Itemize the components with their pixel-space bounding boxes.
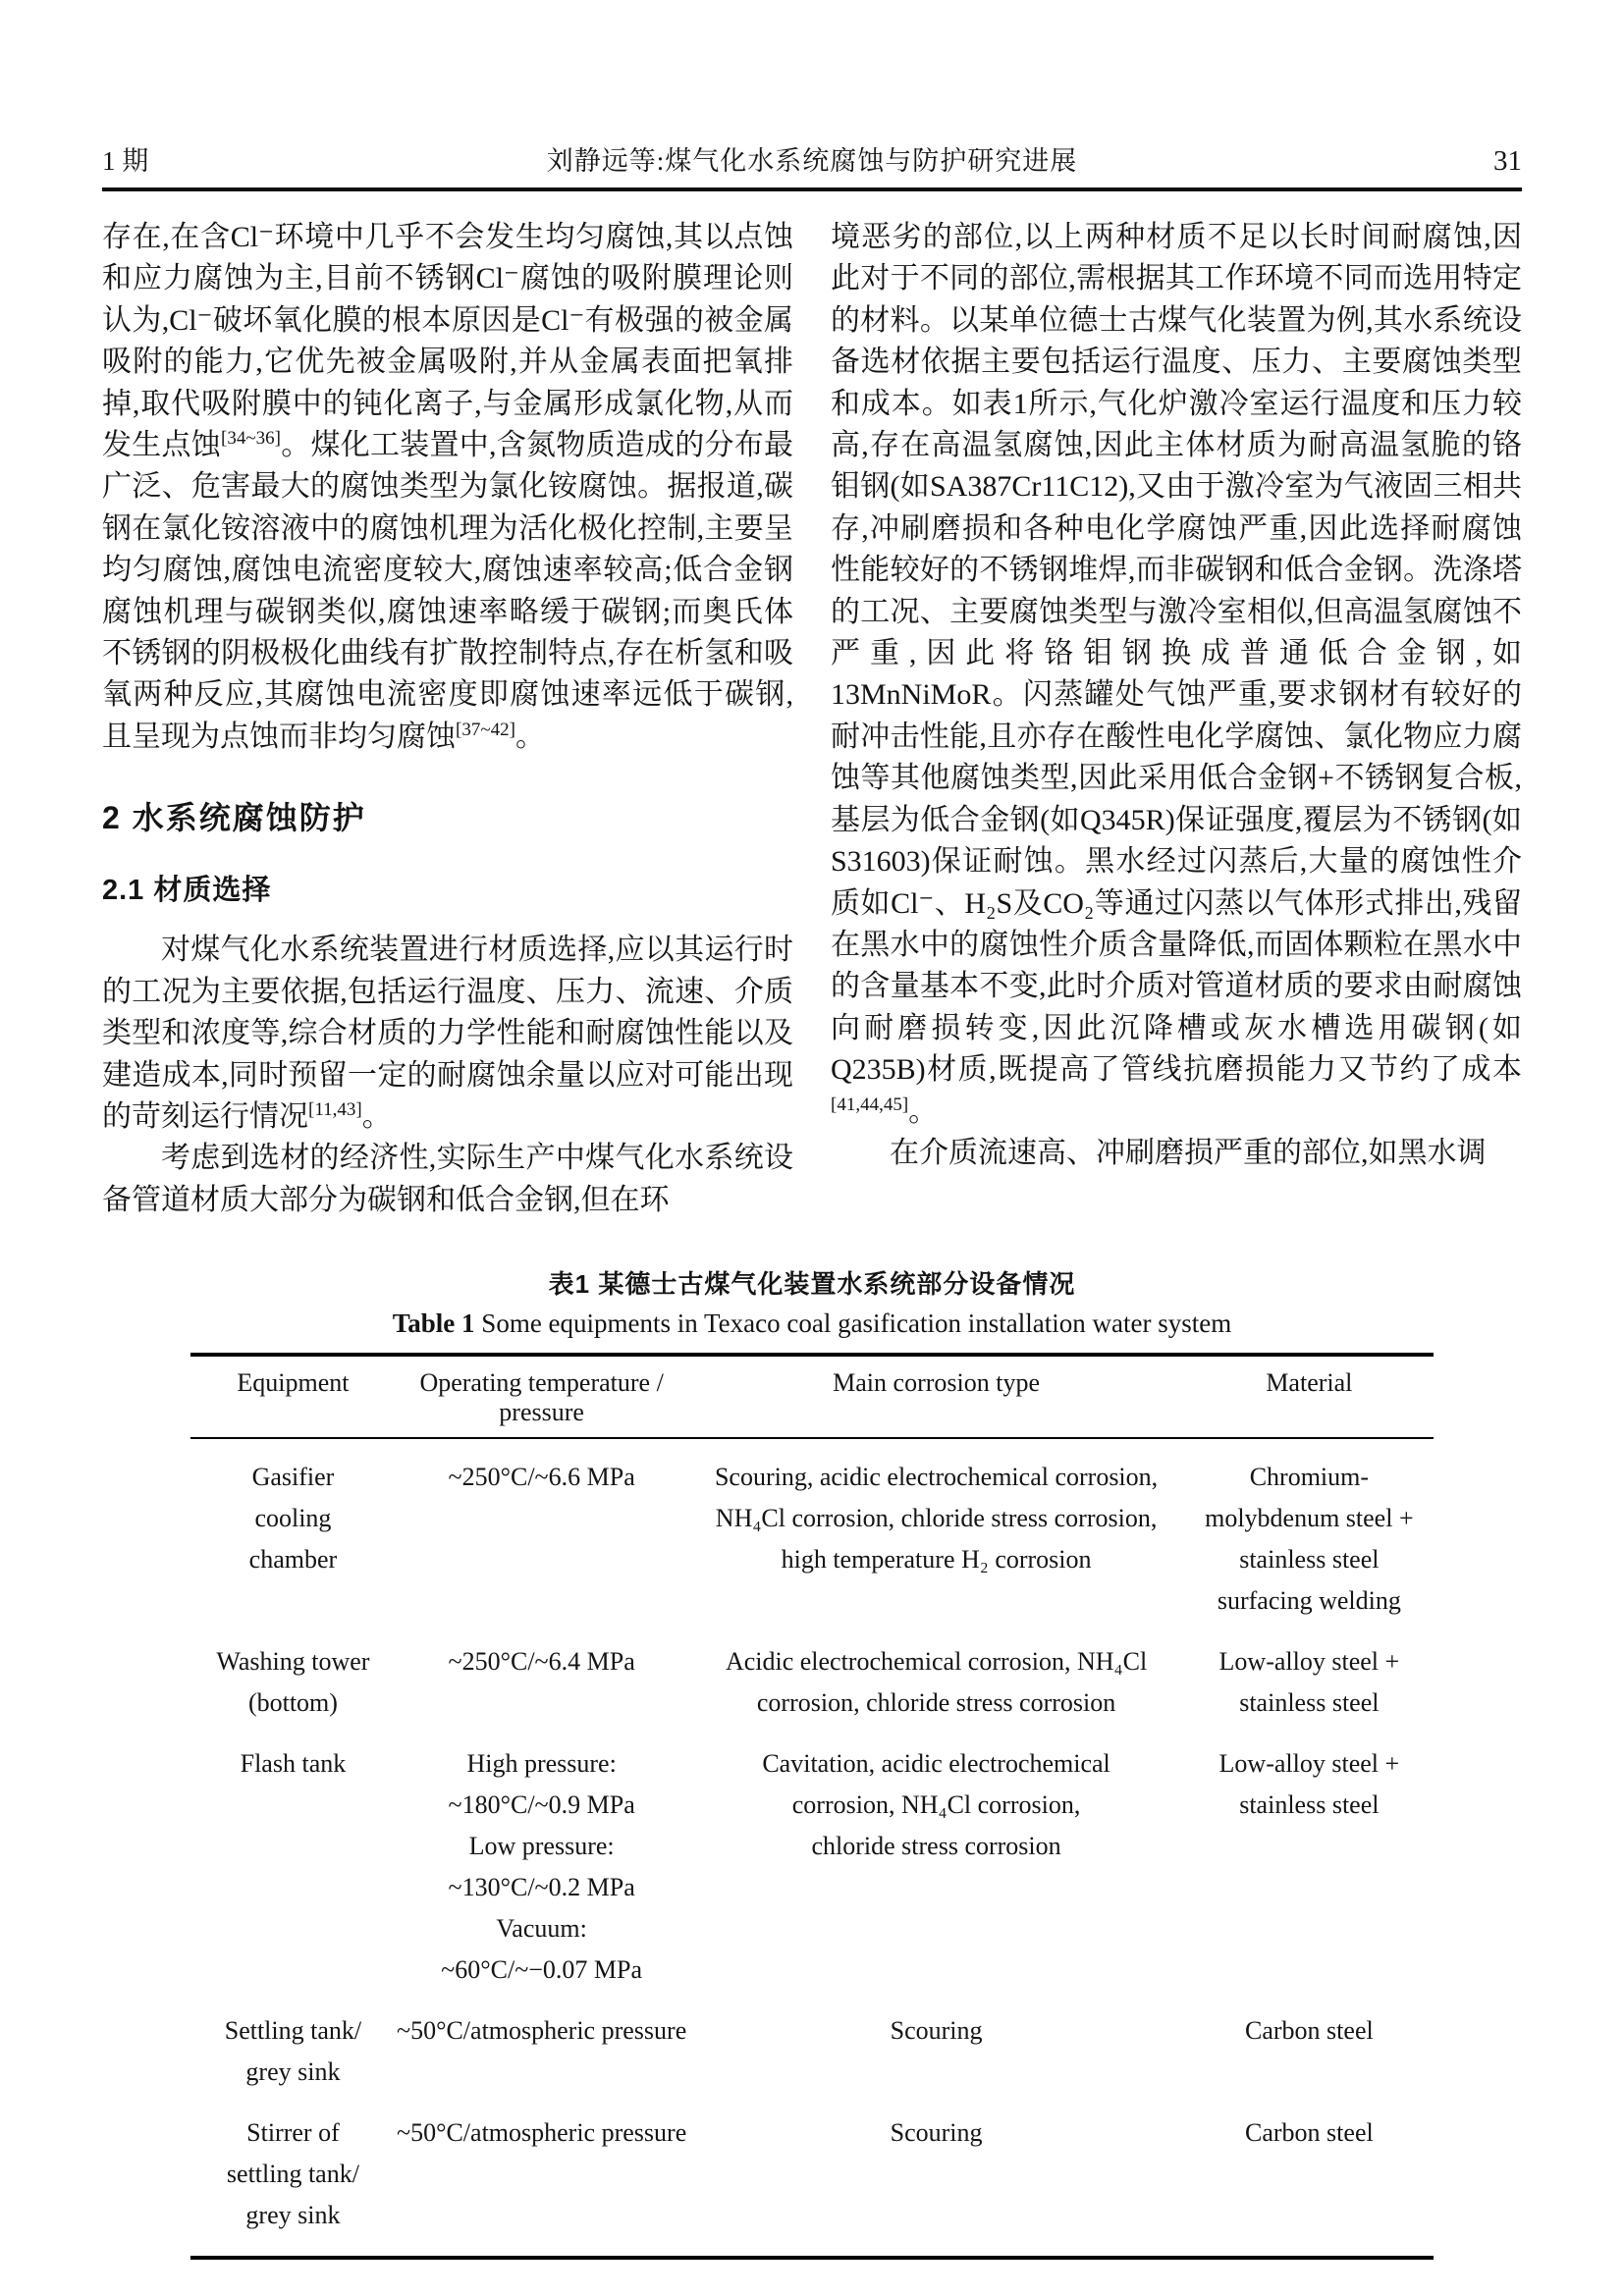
table-cell-line: NH₄Cl corrosion, chloride stress corrosion, bbox=[715, 1504, 1158, 1533]
table-cell-line: corrosion, chloride stress corrosion bbox=[756, 1688, 1116, 1718]
table-cell-line: (bottom) bbox=[247, 1688, 338, 1718]
table-cell-temp bbox=[396, 2112, 688, 2236]
table-cell-corrosion bbox=[687, 2010, 1184, 2093]
body-paragraph bbox=[831, 1133, 1522, 1174]
right-column bbox=[831, 217, 1522, 1221]
body-paragraph bbox=[831, 217, 1522, 1133]
table-row bbox=[190, 1743, 1434, 1991]
table-cell-line: ~50°C/atmospheric pressure bbox=[397, 2016, 687, 2046]
table-cell-material bbox=[1185, 1457, 1434, 1622]
table-header-row bbox=[190, 1357, 1434, 1439]
table-cell-temp bbox=[396, 1457, 688, 1622]
table-cell-corrosion bbox=[687, 1457, 1184, 1622]
table-cell-line: Carbon steel bbox=[1245, 2016, 1374, 2046]
text-segment: 。 bbox=[908, 1095, 939, 1128]
table-cell-line: ~60°C/~−0.07 MPa bbox=[441, 1955, 643, 1985]
table-cell-line: Acidic electrochemical corrosion, NH₄Cl bbox=[725, 1647, 1148, 1677]
table-cell-corrosion bbox=[687, 2112, 1184, 2236]
table-cell-line: Vacuum: bbox=[496, 1914, 587, 1944]
table-cell-corrosion bbox=[687, 1641, 1184, 1724]
table-row bbox=[190, 1641, 1434, 1724]
table-cell-temp bbox=[396, 1743, 688, 1991]
data-table bbox=[190, 1353, 1434, 2260]
text-segment: 对煤气化水系统装置进行材质选择,应以其运行时的工况为主要依据,包括运行温度、压力、流速、介质类型和浓度等,综合材质的力学性能和耐腐蚀性能以及建造成本,同时预留一定的耐腐蚀余量以应对可能出现的苛刻运行情况 bbox=[102, 934, 793, 1133]
table-cell-temp bbox=[396, 1641, 688, 1724]
table-cell-line: Low-alloy steel + bbox=[1218, 1647, 1400, 1677]
reference-superscript: [34~36] bbox=[221, 428, 281, 450]
table-cell-material bbox=[1185, 1641, 1434, 1724]
table-cell-line: ~180°C/~0.9 MPa bbox=[448, 1790, 635, 1820]
table-cell-line: grey sink bbox=[245, 2201, 341, 2230]
running-header bbox=[102, 139, 1522, 178]
subsection-heading: 2.1 材质选择 bbox=[102, 875, 272, 907]
table-cell-equipment bbox=[190, 1641, 396, 1724]
table-cell-line: ~50°C/atmospheric pressure bbox=[397, 2118, 687, 2148]
text-segment: 考虑到选材的经济性,实际生产中煤气化水系统设备管道材质大部分为碳钢和低合金钢,但在环 bbox=[102, 1142, 793, 1216]
two-column-body bbox=[102, 217, 1522, 1221]
table-cell-equipment bbox=[190, 2010, 396, 2093]
table-cell-line: Flash tank bbox=[240, 1749, 347, 1779]
table-cell-material bbox=[1185, 2112, 1434, 2236]
issue-label: 1 期 bbox=[102, 146, 149, 176]
table-cell-line: High pressure: bbox=[466, 1749, 617, 1779]
column-header-corrosion-type: Main corrosion type bbox=[833, 1368, 1040, 1398]
table-cell-line: Low pressure: bbox=[468, 1832, 615, 1861]
section-heading: 2 水系统腐蚀防护 bbox=[102, 800, 366, 836]
body-paragraph bbox=[102, 217, 793, 758]
reference-superscript: [41,44,45] bbox=[831, 1094, 909, 1115]
table-row bbox=[190, 1457, 1434, 1622]
left-column bbox=[102, 217, 793, 1221]
table-body bbox=[190, 1439, 1434, 2236]
table-cell-material bbox=[1185, 1743, 1434, 1991]
table-cell-corrosion bbox=[687, 1743, 1184, 1991]
text-segment: 存在,在含Cl⁻环境中几乎不会发生均匀腐蚀,其以点蚀和应力腐蚀为主,目前不锈钢Cl⁻腐蚀的吸附膜理论则认为,Cl⁻破坏氧化膜的根本原因是Cl⁻有极强的被金属吸附的能力,它优先被金属吸附,并从金属表面把氧排掉,取代吸附膜中的钝化离子,与金属形成氯化物,从而发生点蚀 bbox=[102, 221, 793, 462]
header-rule bbox=[102, 187, 1522, 191]
table-cell-line: Settling tank/ bbox=[224, 2016, 362, 2046]
table-cell-line: Low-alloy steel + bbox=[1218, 1749, 1400, 1779]
table-caption-en-label: Table 1 bbox=[392, 1308, 475, 1339]
table-caption-en bbox=[190, 1308, 1434, 1339]
table-cell-line: ~250°C/~6.4 MPa bbox=[448, 1647, 635, 1677]
text-segment: 在介质流速高、冲刷磨损严重的部位,如黑水调 bbox=[890, 1136, 1487, 1169]
table-cell-equipment bbox=[190, 1743, 396, 1991]
table-cell-line: ~250°C/~6.6 MPa bbox=[448, 1463, 635, 1492]
table-cell-line: chloride stress corrosion bbox=[811, 1832, 1061, 1861]
table-cell-line: corrosion, NH₄Cl corrosion, bbox=[791, 1790, 1081, 1820]
reference-superscript: [11,43] bbox=[308, 1098, 362, 1120]
table-row bbox=[190, 2112, 1434, 2236]
table-cell-line: Chromium- bbox=[1249, 1463, 1370, 1492]
table-cell-line: Washing tower bbox=[216, 1647, 370, 1677]
table-cell-line: Gasifier bbox=[251, 1463, 335, 1492]
table-cell-line: stainless steel bbox=[1239, 1688, 1380, 1718]
table-cell-equipment bbox=[190, 1457, 396, 1622]
table-cell-line: molybdenum steel + bbox=[1205, 1504, 1414, 1533]
table-cell-line: Carbon steel bbox=[1245, 2118, 1374, 2148]
table-cell-line: Scouring, acidic electrochemical corrosion, bbox=[714, 1463, 1159, 1492]
table-caption-en-text: Some equipments in Texaco coal gasification installation water system bbox=[474, 1308, 1232, 1339]
table-caption-zh: 表1 某德士古煤气化装置水系统部分设备情况 bbox=[548, 1269, 1076, 1300]
page-number: 31 bbox=[1493, 145, 1522, 177]
text-segment: 境恶劣的部位,以上两种材质不足以长时间耐腐蚀,因此对于不同的部位,需根据其工作环境不同而选用特定的材料。以某单位德士古煤气化装置为例,其水系统设备选材依据主要包括运行温度、压力、主要腐蚀类型和成本。如表1所示,气化炉激冷室运行温度和压力较高,存在高温氢腐蚀,因此主体材质为耐高温氢脆的铬钼钢(如SA387Cr11C12),又由于激冷室为气液固三相共存,冲刷磨损和各种电化学腐蚀严重,因此选择耐腐蚀性能较好的不锈钢堆焊,而非碳钢和低合金钢。洗涤塔的工况、主要腐蚀类型与激冷室相似,但高温氢腐蚀不严重,因此将铬钼钢换成普通低合金钢,如13MnNiMoR。闪蒸罐处气蚀严重,要求钢材有较好的耐冲击性能,且亦存在酸性电化学腐蚀、氯化物应力腐蚀等其他腐蚀类型,因此采用低合金钢+不锈钢复合板,基层为低合金钢(如Q345R)保证强度,覆层为不锈钢(如S31603)保证耐蚀。黑水经过闪蒸后,大量的腐蚀性介质如Cl⁻、H₂S及CO₂等通过闪蒸以气体形式排出,残留在黑水中的腐蚀性介质含量降低,而固体颗粒在黑水中的含量基本不变,此时介质对管道材质的要求由耐腐蚀向耐磨损转变,因此沉降槽或灰水槽选用碳钢(如Q235B)材质,既提高了管线抗磨损能力又节约了成本 bbox=[831, 221, 1522, 1087]
table-cell-line: high temperature H₂ corrosion bbox=[781, 1545, 1092, 1575]
text-segment: 。煤化工装置中,含氮物质造成的分布最广泛、危害最大的腐蚀类型为氯化铵腐蚀。据报道,碳钢在氯化铵溶液中的腐蚀机理为活化极化控制,主要呈均匀腐蚀,腐蚀电流密度较大,腐蚀速率较高;低合金钢腐蚀机理与碳钢类似,腐蚀速率略缓于碳钢;而奥氏体不锈钢的阴极极化曲线有扩散控制特点,存在析氢和吸氧两种反应,其腐蚀电流密度即腐蚀速率远低于碳钢,且呈现为点蚀而非均匀腐蚀 bbox=[102, 429, 794, 753]
column-header-equipment: Equipment bbox=[237, 1368, 350, 1398]
table-cell-line: Cavitation, acidic electrochemical bbox=[762, 1749, 1110, 1779]
table-row bbox=[190, 2010, 1434, 2093]
table-cell-line: stainless steel bbox=[1239, 1545, 1380, 1575]
column-header-material: Material bbox=[1266, 1368, 1353, 1398]
running-title: 刘静远等:煤气化水系统腐蚀与防护研究进展 bbox=[546, 146, 1078, 176]
table-block bbox=[190, 1264, 1434, 2260]
body-paragraph bbox=[102, 1138, 793, 1221]
table-cell-line: stainless steel bbox=[1239, 1790, 1380, 1820]
table-cell-material bbox=[1185, 2010, 1434, 2093]
table-cell-line: settling tank/ bbox=[226, 2160, 359, 2189]
table-cell-line: grey sink bbox=[245, 2057, 341, 2087]
text-segment: 。 bbox=[514, 720, 545, 753]
table-cell-line: surfacing welding bbox=[1217, 1586, 1401, 1616]
table-cell-line: Scouring bbox=[890, 2118, 983, 2148]
table-cell-line: chamber bbox=[248, 1545, 338, 1575]
table-cell-line: ~130°C/~0.2 MPa bbox=[448, 1873, 635, 1902]
body-paragraph bbox=[102, 930, 793, 1138]
text-segment: 。 bbox=[361, 1099, 392, 1133]
column-header-temperature-pressure: Operating temperature / pressure bbox=[419, 1368, 664, 1427]
table-cell-equipment bbox=[190, 2112, 396, 2236]
table-cell-line: Stirrer of bbox=[246, 2118, 340, 2148]
table-cell-temp bbox=[396, 2010, 688, 2093]
reference-superscript: [37~42] bbox=[456, 719, 515, 740]
table-cell-line: cooling bbox=[254, 1504, 332, 1533]
table-cell-line: Scouring bbox=[890, 2016, 983, 2046]
